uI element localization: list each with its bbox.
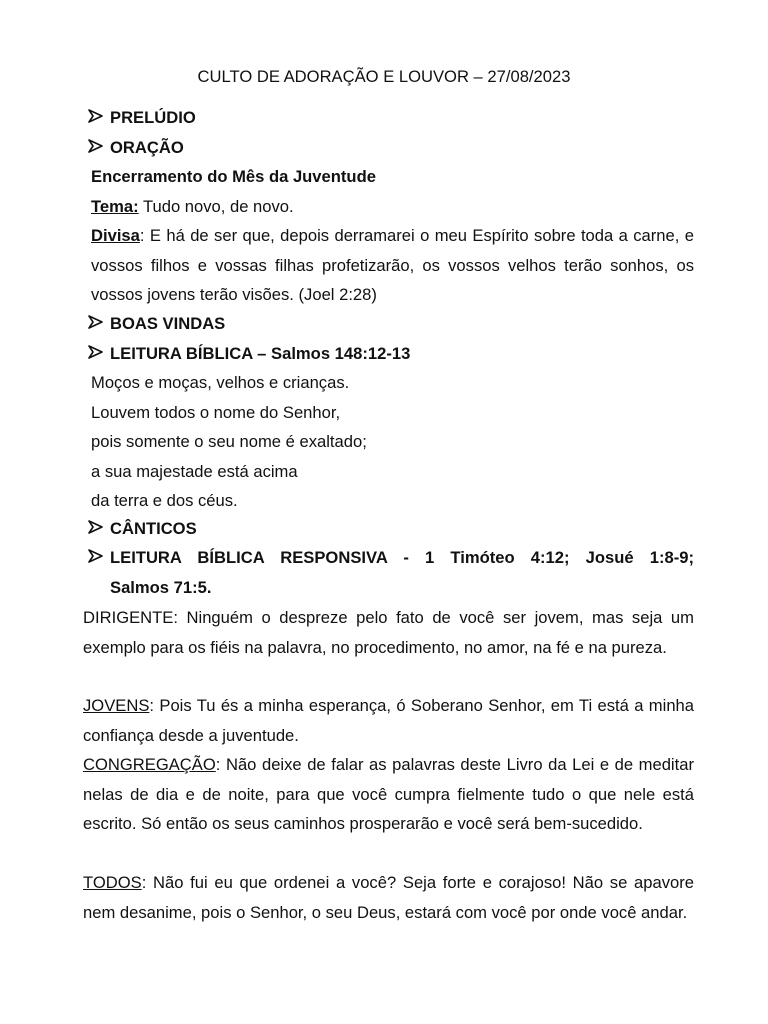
arrowhead-bullet-icon xyxy=(88,548,110,568)
list-item-canticos xyxy=(88,519,197,539)
tema-label: Tema: xyxy=(91,197,139,216)
jovens-label: JOVENS xyxy=(83,696,150,715)
todos-label: TODOS xyxy=(83,873,142,892)
congregacao-text: : Não deixe de falar as palavras deste Livro da Lei e de meditar nelas de dia e de noite, para que você cumpra fielmente tudo o que nele está escrito. Só então os seus caminhos prosperarão e você será bem-sucedido. xyxy=(83,755,694,833)
arrowhead-bullet-icon xyxy=(88,108,110,128)
leitura-responsiva-continuation: Salmos 71:5. xyxy=(110,578,212,597)
arrowhead-bullet-icon xyxy=(88,314,110,334)
item-label: PRELÚDIO xyxy=(110,108,196,127)
todos-text: : Não fui eu que ordenei a você? Seja forte e corajoso! Não se apavore nem desanime, pois o Senhor, o seu Deus, estará com você por onde você andar. xyxy=(83,873,694,922)
jovens-paragraph xyxy=(83,691,694,750)
congregacao-paragraph xyxy=(83,750,694,839)
psalm-line: da terra e dos céus. xyxy=(91,491,238,510)
divisa-label: Divisa xyxy=(91,226,140,245)
psalm-line: Louvem todos o nome do Senhor, xyxy=(91,402,341,422)
dirigente-paragraph xyxy=(83,603,694,662)
list-item-preludio xyxy=(88,108,196,128)
dirigente-text: : Ninguém o despreze pelo fato de você ser jovem, mas seja um exemplo para os fiéis na palavra, no procedimento, no amor, na fé e na pureza. xyxy=(83,608,694,657)
list-item-boas-vindas xyxy=(88,314,225,334)
divisa-text: : E há de ser que, depois derramarei o meu Espírito sobre toda a carne, e vossos filhos e vossas filhas profetizarão, os vossos velhos terão sonhos, os vossos jovens terão visões. (Joel 2:28) xyxy=(91,226,694,304)
psalm-line: pois somente o seu nome é exaltado; xyxy=(91,432,367,451)
list-item-leitura-responsiva xyxy=(88,548,694,568)
list-item-leitura xyxy=(88,344,410,364)
arrowhead-bullet-icon xyxy=(88,519,110,539)
psalm-line: Moços e moças, velhos e crianças. xyxy=(91,373,350,392)
arrowhead-bullet-icon xyxy=(88,138,110,158)
theme-heading: Encerramento do Mês da Juventude xyxy=(91,167,376,186)
item-label: BOAS VINDAS xyxy=(110,314,226,333)
item-label: CÂNTICOS xyxy=(110,519,197,538)
tema-text: Tudo novo, de novo. xyxy=(138,197,294,216)
dirigente-label: DIRIGENTE xyxy=(83,608,174,627)
item-label: ORAÇÃO xyxy=(110,138,184,157)
divisa-paragraph xyxy=(91,221,694,310)
psalm-text xyxy=(91,368,367,516)
psalm-line: a sua majestade está acima xyxy=(91,461,298,481)
jovens-text: : Pois Tu és a minha esperança, ó Soberano Senhor, em Ti está a minha confiança desde a juventude. xyxy=(83,696,694,745)
congregacao-label: CONGREGAÇÃO xyxy=(83,755,216,774)
tema-line xyxy=(91,197,294,217)
page-title: CULTO DE ADORAÇÃO E LOUVOR – 27/08/2023 xyxy=(197,67,571,86)
item-label: LEITURA BÍBLICA RESPONSIVA - 1 Timóteo 4:12; Josué 1:8-9; xyxy=(110,548,694,567)
arrowhead-bullet-icon xyxy=(88,344,110,364)
list-item-oracao xyxy=(88,138,184,158)
item-label: LEITURA BÍBLICA – Salmos 148:12-13 xyxy=(110,344,411,363)
todos-paragraph xyxy=(83,868,694,927)
